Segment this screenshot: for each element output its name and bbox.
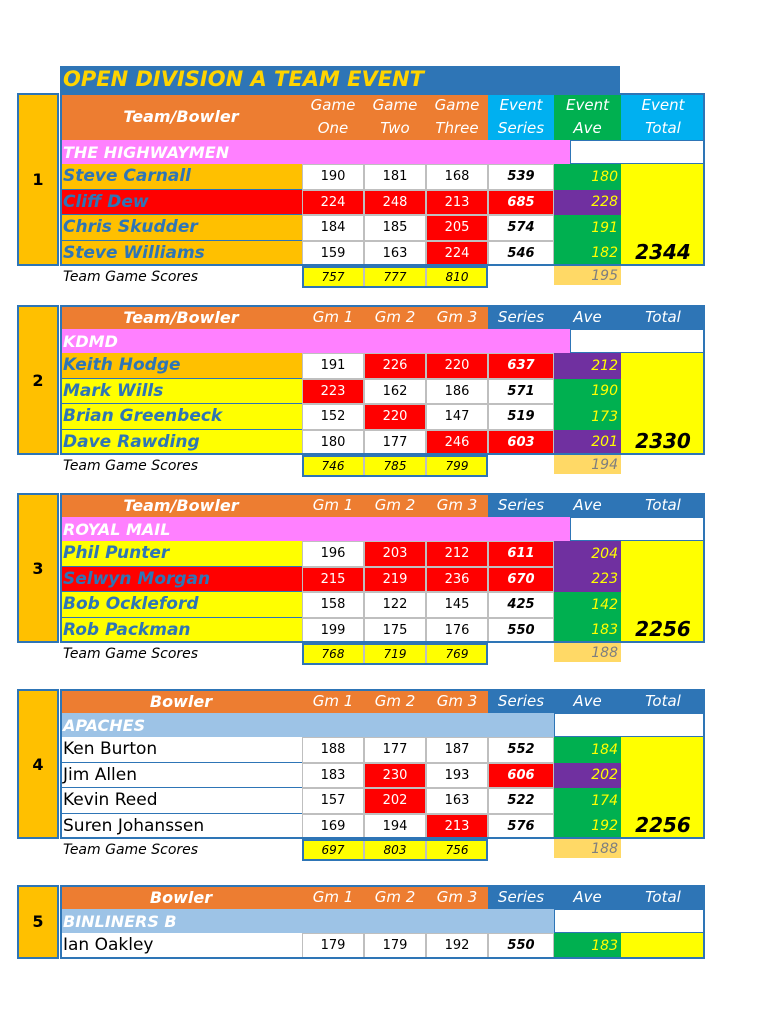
team-game-score: 810 <box>426 266 488 287</box>
game-score: 162 <box>364 379 426 405</box>
header-game-one-line: Game <box>310 95 356 114</box>
series-score: 522 <box>488 788 554 814</box>
header-ave-line: Ave <box>573 887 602 906</box>
header-total-line: Total <box>645 887 681 906</box>
series-score: 546 <box>488 241 554 267</box>
header-series-line: Series <box>497 307 545 326</box>
average-score: 190 <box>554 379 621 405</box>
series-score: 576 <box>488 814 554 840</box>
header-total <box>621 493 705 517</box>
header-series <box>488 493 554 517</box>
header-game-three-line: Gm 3 <box>436 307 478 326</box>
game-score: 177 <box>364 430 426 456</box>
header-total <box>621 689 705 713</box>
header-game-three-line: Gm 3 <box>436 495 478 514</box>
game-score: 213 <box>426 814 488 840</box>
team-name: KDMD <box>60 329 570 353</box>
header-total-line: Event <box>641 95 685 114</box>
average-score: 183 <box>554 933 621 959</box>
bowler-name: Steve Williams <box>60 241 302 267</box>
header-bowler-line: Team/Bowler <box>123 107 239 126</box>
team-block <box>17 689 705 865</box>
series-score: 571 <box>488 379 554 405</box>
game-score: 224 <box>302 190 364 216</box>
header-series-line: Series <box>497 118 545 137</box>
header-ave <box>554 305 621 329</box>
series-score: 606 <box>488 763 554 789</box>
game-score: 152 <box>302 404 364 430</box>
header-game-two-line: Gm 2 <box>374 887 416 906</box>
team-row-blank <box>554 713 705 737</box>
header-bowler <box>60 305 302 329</box>
bowler-name: Selwyn Morgan <box>60 567 302 593</box>
team-game-score: 803 <box>364 839 426 860</box>
bowler-name: Kevin Reed <box>60 788 302 814</box>
header-series <box>488 305 554 329</box>
series-score: 425 <box>488 592 554 618</box>
bowler-name: Phil Punter <box>60 541 302 567</box>
header-game-two-line: Gm 2 <box>374 495 416 514</box>
game-score: 147 <box>426 404 488 430</box>
header-game-one <box>302 885 364 909</box>
game-score: 163 <box>426 788 488 814</box>
game-score: 248 <box>364 190 426 216</box>
header-ave-line: Event <box>566 95 609 114</box>
game-score: 220 <box>426 353 488 379</box>
series-score: 519 <box>488 404 554 430</box>
bowler-name: Keith Hodge <box>60 353 302 379</box>
average-score: 142 <box>554 592 621 618</box>
team-game-score: 777 <box>364 266 426 287</box>
team-rank: 5 <box>17 885 59 959</box>
game-score: 190 <box>302 164 364 190</box>
header-game-three <box>426 885 488 909</box>
header-game-two-line: Gm 2 <box>374 691 416 710</box>
game-score: 183 <box>302 763 364 789</box>
header-game-two <box>364 93 426 140</box>
game-score: 163 <box>364 241 426 267</box>
game-score: 196 <box>302 541 364 567</box>
game-score: 220 <box>364 404 426 430</box>
team-total: 2330 <box>621 353 705 455</box>
header-ave <box>554 493 621 517</box>
team-name: ROYAL MAIL <box>60 517 570 541</box>
team-game-score: 697 <box>302 839 364 860</box>
average-score: 201 <box>554 430 621 456</box>
header-ave-line: Ave <box>573 691 602 710</box>
game-score: 199 <box>302 618 364 644</box>
header-ave-line: Ave <box>573 495 602 514</box>
team-rank: 3 <box>17 493 59 643</box>
game-score: 158 <box>302 592 364 618</box>
header-game-three-line: Gm 3 <box>436 691 478 710</box>
average-score: 228 <box>554 190 621 216</box>
header-game-one-line: Gm 1 <box>312 887 354 906</box>
header-game-three <box>426 305 488 329</box>
team-game-score: 719 <box>364 643 426 664</box>
bowler-name: Ken Burton <box>60 737 302 763</box>
team-game-score: 785 <box>364 455 426 476</box>
bowler-name: Brian Greenbeck <box>60 404 302 430</box>
team-game-score: 768 <box>302 643 364 664</box>
series-score: 637 <box>488 353 554 379</box>
header-game-one <box>302 305 364 329</box>
header-total <box>621 93 705 140</box>
header-bowler <box>60 885 302 909</box>
series-score: 550 <box>488 618 554 644</box>
average-score: 184 <box>554 737 621 763</box>
header-game-one <box>302 493 364 517</box>
team-row-blank <box>570 329 705 353</box>
bowler-name: Jim Allen <box>60 763 302 789</box>
header-game-one-line: Gm 1 <box>312 691 354 710</box>
team-total: 2256 <box>621 737 705 839</box>
header-game-three <box>426 493 488 517</box>
average-score: 173 <box>554 404 621 430</box>
bowler-name: Cliff Dew <box>60 190 302 216</box>
team-game-score: 746 <box>302 455 364 476</box>
header-game-two <box>364 689 426 713</box>
team-game-score: 757 <box>302 266 364 287</box>
header-ave-line: Ave <box>573 118 602 137</box>
bowler-name: Mark Wills <box>60 379 302 405</box>
game-score: 202 <box>364 788 426 814</box>
game-score: 176 <box>426 618 488 644</box>
game-score: 205 <box>426 215 488 241</box>
game-score: 188 <box>302 737 364 763</box>
header-series <box>488 93 554 140</box>
game-score: 145 <box>426 592 488 618</box>
average-score: 192 <box>554 814 621 840</box>
series-score: 685 <box>488 190 554 216</box>
header-total <box>621 305 705 329</box>
header-ave <box>554 689 621 713</box>
header-game-one-line: One <box>317 118 349 137</box>
header-series-line: Series <box>497 495 545 514</box>
game-score: 236 <box>426 567 488 593</box>
header-game-three <box>426 689 488 713</box>
team-total: 2256 <box>621 541 705 643</box>
header-total-line: Total <box>645 118 681 137</box>
header-game-three-line: Gm 3 <box>436 887 478 906</box>
team-name: APACHES <box>60 713 554 737</box>
header-series <box>488 689 554 713</box>
game-score: 122 <box>364 592 426 618</box>
team-average: 188 <box>554 643 621 662</box>
game-score: 177 <box>364 737 426 763</box>
header-ave <box>554 885 621 909</box>
header-ave-line: Ave <box>573 307 602 326</box>
header-total <box>621 885 705 909</box>
game-score: 219 <box>364 567 426 593</box>
team-game-score: 769 <box>426 643 488 664</box>
series-score: 552 <box>488 737 554 763</box>
game-score: 194 <box>364 814 426 840</box>
header-game-three-line: Three <box>435 118 479 137</box>
team-game-scores-label: Team Game Scores <box>63 645 199 662</box>
header-bowler <box>60 93 302 140</box>
team-block <box>17 305 705 481</box>
header-total-line: Total <box>645 691 681 710</box>
team-name: BINLINERS B <box>60 909 554 933</box>
series-score: 611 <box>488 541 554 567</box>
game-score: 226 <box>364 353 426 379</box>
team-game-scores-label: Team Game Scores <box>63 841 199 858</box>
game-score: 159 <box>302 241 364 267</box>
bowler-name: Dave Rawding <box>60 430 302 456</box>
team-total: 2344 <box>621 164 705 266</box>
header-bowler <box>60 689 302 713</box>
average-score: 223 <box>554 567 621 593</box>
bowler-name: Suren Johanssen <box>60 814 302 840</box>
team-rank: 2 <box>17 305 59 455</box>
header-series-line: Series <box>497 691 545 710</box>
game-score: 180 <box>302 430 364 456</box>
header-bowler <box>60 493 302 517</box>
team-block <box>17 885 705 985</box>
game-score: 246 <box>426 430 488 456</box>
header-game-two <box>364 305 426 329</box>
average-score: 180 <box>554 164 621 190</box>
header-game-one-line: Gm 1 <box>312 495 354 514</box>
game-score: 213 <box>426 190 488 216</box>
page-title: OPEN DIVISION A TEAM EVENT <box>60 66 620 93</box>
team-game-scores-label: Team Game Scores <box>63 457 199 474</box>
average-score: 202 <box>554 763 621 789</box>
team-name: THE HIGHWAYMEN <box>60 140 570 164</box>
team-block <box>17 493 705 669</box>
game-score: 224 <box>426 241 488 267</box>
game-score: 169 <box>302 814 364 840</box>
average-score: 174 <box>554 788 621 814</box>
team-row-blank <box>570 140 705 164</box>
team-game-score: 799 <box>426 455 488 476</box>
header-bowler-line: Team/Bowler <box>123 495 239 515</box>
team-average: 195 <box>554 266 621 285</box>
bowler-name: Bob Ockleford <box>60 592 302 618</box>
game-score: 168 <box>426 164 488 190</box>
header-total-line: Total <box>645 307 681 326</box>
average-score: 204 <box>554 541 621 567</box>
team-game-score: 756 <box>426 839 488 860</box>
header-series-line: Event <box>499 95 543 114</box>
game-score: 193 <box>426 763 488 789</box>
series-score: 550 <box>488 933 554 959</box>
header-bowler-line: Team/Bowler <box>123 307 239 327</box>
header-total-line: Total <box>645 495 681 514</box>
header-game-one-line: Gm 1 <box>312 307 354 326</box>
header-game-one <box>302 689 364 713</box>
game-score: 184 <box>302 215 364 241</box>
header-game-two <box>364 493 426 517</box>
game-score: 181 <box>364 164 426 190</box>
game-score: 223 <box>302 379 364 405</box>
game-score: 212 <box>426 541 488 567</box>
game-score: 186 <box>426 379 488 405</box>
team-game-scores-label: Team Game Scores <box>63 268 199 285</box>
game-score: 203 <box>364 541 426 567</box>
team-average: 188 <box>554 839 621 858</box>
header-game-three <box>426 93 488 140</box>
header-series <box>488 885 554 909</box>
average-score: 212 <box>554 353 621 379</box>
header-game-three-line: Game <box>434 95 480 114</box>
game-score: 179 <box>364 933 426 959</box>
series-score: 574 <box>488 215 554 241</box>
average-score: 191 <box>554 215 621 241</box>
header-game-two <box>364 885 426 909</box>
header-game-one <box>302 93 364 140</box>
team-block <box>17 93 705 292</box>
bowler-name: Chris Skudder <box>60 215 302 241</box>
series-score: 670 <box>488 567 554 593</box>
series-score: 539 <box>488 164 554 190</box>
team-total <box>621 933 705 959</box>
team-row-blank <box>570 517 705 541</box>
team-row-blank <box>554 909 705 933</box>
team-rank: 4 <box>17 689 59 839</box>
team-average: 194 <box>554 455 621 474</box>
game-score: 192 <box>426 933 488 959</box>
average-score: 182 <box>554 241 621 267</box>
series-score: 603 <box>488 430 554 456</box>
game-score: 187 <box>426 737 488 763</box>
bowler-name: Ian Oakley <box>60 933 302 959</box>
bowler-name: Rob Packman <box>60 618 302 644</box>
header-game-two-line: Game <box>372 95 418 114</box>
game-score: 215 <box>302 567 364 593</box>
game-score: 185 <box>364 215 426 241</box>
game-score: 175 <box>364 618 426 644</box>
header-bowler-line: Bowler <box>149 691 213 711</box>
game-score: 179 <box>302 933 364 959</box>
header-game-two-line: Two <box>380 118 410 137</box>
header-game-two-line: Gm 2 <box>374 307 416 326</box>
game-score: 157 <box>302 788 364 814</box>
average-score: 183 <box>554 618 621 644</box>
header-series-line: Series <box>497 887 545 906</box>
header-bowler-line: Bowler <box>149 887 213 907</box>
game-score: 230 <box>364 763 426 789</box>
header-ave <box>554 93 621 140</box>
game-score: 191 <box>302 353 364 379</box>
team-rank: 1 <box>17 93 59 266</box>
bowler-name: Steve Carnall <box>60 164 302 190</box>
